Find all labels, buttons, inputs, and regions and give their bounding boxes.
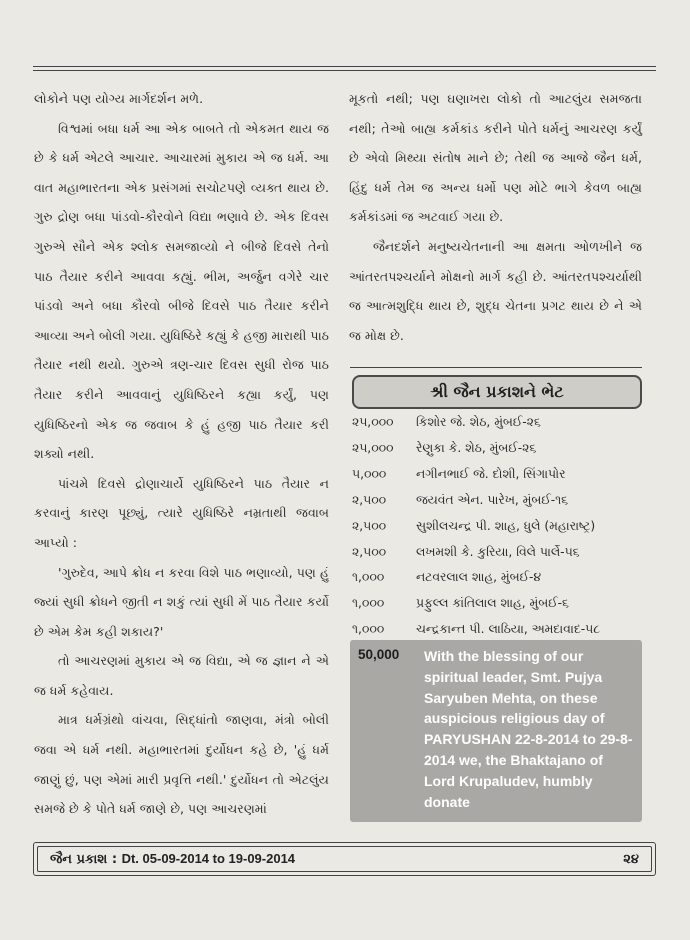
right-column bbox=[349, 84, 642, 350]
donor-row bbox=[352, 591, 642, 617]
footer-inner bbox=[37, 846, 652, 872]
donor-name: સુશીલચન્દ્ર પી. શાહ, ધુલે (મહારાષ્ટ્ર) bbox=[416, 518, 596, 533]
top-rule-inner bbox=[33, 70, 656, 71]
gift-section-heading: શ્રી જૈન પ્રકાશને ભેટ bbox=[352, 375, 642, 409]
page-number: ૨૪ bbox=[623, 851, 639, 867]
donor-row bbox=[352, 540, 642, 566]
donor-row bbox=[352, 514, 642, 540]
donor-name: નગીનભાઈ જે. દોશી, સિંગાપોર bbox=[416, 466, 566, 481]
gift-section-rule bbox=[350, 367, 642, 368]
donor-amount: ૨૫,૦૦૦ bbox=[352, 415, 394, 429]
donor-row bbox=[352, 436, 642, 462]
donor-name: ચન્દ્રકાન્ત પી. લાઠિયા, અમદાવાદ-૫૮ bbox=[416, 622, 601, 637]
paragraph: જૈનદર્શને મનુષ્યચેતનાની આ ક્ષમતા ઓળખીને જ આંતરતપશ્ચર્યાને મોક્ષનો માર્ગ કહી છે. આંતરતપશ્ચર્યાથી જ આત્મશુદ્ધિ થાય છે, શુદ્ધ ચેતના પ્રગટ થાય છે ને એ જ મોક્ષ છે. bbox=[349, 238, 642, 343]
donor-row bbox=[352, 462, 642, 488]
donor-name: લખમશી કે. કુરિયા, વિલે પાર્લે-૫૬ bbox=[416, 544, 580, 559]
donor-amount: ૨,૫૦૦ bbox=[352, 492, 387, 507]
paragraph: વિશ્વમાં બધા ધર્મ આ એક બાબતે તો એકમત થાય જ છે કે ધર્મ એટલે આચાર. આચારમાં મુકાય એ જ ધર્મ. આ વાત મહાભારતના એક પ્રસંગમાં સચોટપણે વ્યક્ત થાય છે. ગુરુ દ્રોણ બધા પાંડવો-કૌરવોને વિદ્યા ભણાવે છે. એક દિવસ ગુરુએ સૌને એક શ્લોક સમજાવ્યો ને બીજે દિવસે તેનો પાઠ તૈયાર કરીને આવવા કહ્યું. ભીમ, અર્જુન વગેરે ચાર પાંડવો અને બધા કૌરવો બીજે દિવસે પાઠ તૈયાર કરીને આવ્યા અને બોલી ગયા. યુધિષ્ઠિરે કહ્યું કે હજી મારાથી પાઠ તૈયાર નથી થયો. ગુરુએ ત્રણ-ચાર દિવસ સુધી રોજ પાઠ તૈયાર કરીને આવવાનું યુધિષ્ઠિરને કહ્યા કર્યું, પણ યુધિષ્ઠિરનો એક જ જવાબ કે હું હજી પાઠ તૈયાર કરી શક્યો નથી. bbox=[34, 120, 329, 462]
donor-amount: ૧,૦૦૦ bbox=[352, 622, 385, 637]
publication-name: જૈન પ્રકાશ : bbox=[50, 852, 118, 867]
donor-name: પ્રફુલ્લ કાંતિલાલ શાહ, મુંબઈ-૬ bbox=[416, 596, 569, 611]
donor-amount: ૨,૫૦૦ bbox=[352, 518, 387, 533]
paragraph: પાંચમે દિવસે દ્રોણાચાર્યે યુધિષ્ઠિરને પાઠ તૈયાર ન કરવાનું કારણ પૂછ્યું, ત્યારે યુધિષ્ઠિરે નમ્રતાથી જવાબ આપ્યો : bbox=[34, 475, 329, 550]
paragraph: તો આચરણમાં મુકાય એ જ વિદ્યા, એ જ જ્ઞાન ને એ જ ધર્મ કહેવાય. bbox=[34, 653, 329, 698]
donor-name: જયવંત એન. પારેખ, મુંબઈ-૧૬ bbox=[416, 492, 569, 507]
paragraph: માત્ર ધર્મગ્રંથો વાંચવા, સિદ્ધાંતો જાણવા, મંત્રો બોલી જવા એ ધર્મ નથી. મહાભારતમાં દુર્યોધન કહે છે, 'હું ધર્મ જાણું છું, પણ એમાં મારી પ્રવૃત્તિ નથી.' દુર્યોધન તો એટલુંય સમજે છે કે પોતે ધર્મ જાણે છે, પણ આચરણમાં bbox=[34, 712, 329, 817]
paragraph: લોકોને પણ યોગ્ય માર્ગદર્શન મળે. bbox=[34, 91, 204, 106]
page-footer bbox=[33, 842, 656, 876]
left-column bbox=[34, 84, 329, 824]
blessing-text: With the blessing of our spiritual leader, Smt. Pujya Saryuben Mehta, on these auspicious religious day of PARYUSHAN 22-8-2014 to 29-8-2014 we, the Bhaktajano of Lord Krupaludev, humbly donate bbox=[424, 648, 633, 810]
donor-row bbox=[352, 565, 642, 591]
donor-amount: ૨૫,૦૦૦ bbox=[352, 440, 394, 455]
donor-row bbox=[352, 488, 642, 514]
donor-amount: ૧,૦૦૦ bbox=[352, 596, 385, 611]
donor-amount: ૨,૫૦૦ bbox=[352, 544, 387, 559]
top-rule bbox=[33, 66, 656, 67]
donor-name: નટવરલાલ શાહ, મુંબઈ-૪ bbox=[416, 570, 542, 585]
blessing-box bbox=[350, 640, 642, 822]
quote-paragraph: 'ગુરુદેવ, આપે ક્રોધ ન કરવા વિશે પાઠ ભણાવ્યો, પણ હું જ્યાં સુધી ક્રોધને જીતી ન શકું ત્યાં સુધી મેં પાઠ તૈયાર કર્યો છે એમ કેમ કહી શકાય?' bbox=[34, 564, 329, 639]
donor-row bbox=[352, 410, 642, 436]
donor-list bbox=[352, 410, 642, 643]
donor-amount: ૧,૦૦૦ bbox=[352, 570, 385, 585]
footer-publication-info bbox=[50, 851, 295, 867]
donor-amount: ૫,૦૦૦ bbox=[352, 466, 387, 481]
donor-name: કિશોર જે. શેઠ, મુંબઈ-૨૬ bbox=[416, 415, 541, 429]
paragraph: મૂકતો નથી; પણ ઘણાખરા લોકો તો આટલુંય સમજતા નથી; તેઓ બાહ્ય કર્મકાંડ કરીને પોતે ધર્મનું આચરણ કર્યું છે એવો મિથ્યા સંતોષ માને છે; તેથી જ આજે જૈન ધર્મ, હિંદુ ધર્મ તેમ જ અન્ય ધર્મો પણ મોટે ભાગે કેવળ બાહ્ય કર્મકાંડમાં જ અટવાઈ ગયા છે. bbox=[349, 91, 642, 225]
issue-date: Dt. 05-09-2014 to 19-09-2014 bbox=[121, 851, 296, 866]
donor-name: રેણુકા કે. શેઠ, મુંબઈ-૨૬ bbox=[416, 440, 537, 455]
blessing-amount: 50,000 bbox=[358, 647, 400, 662]
